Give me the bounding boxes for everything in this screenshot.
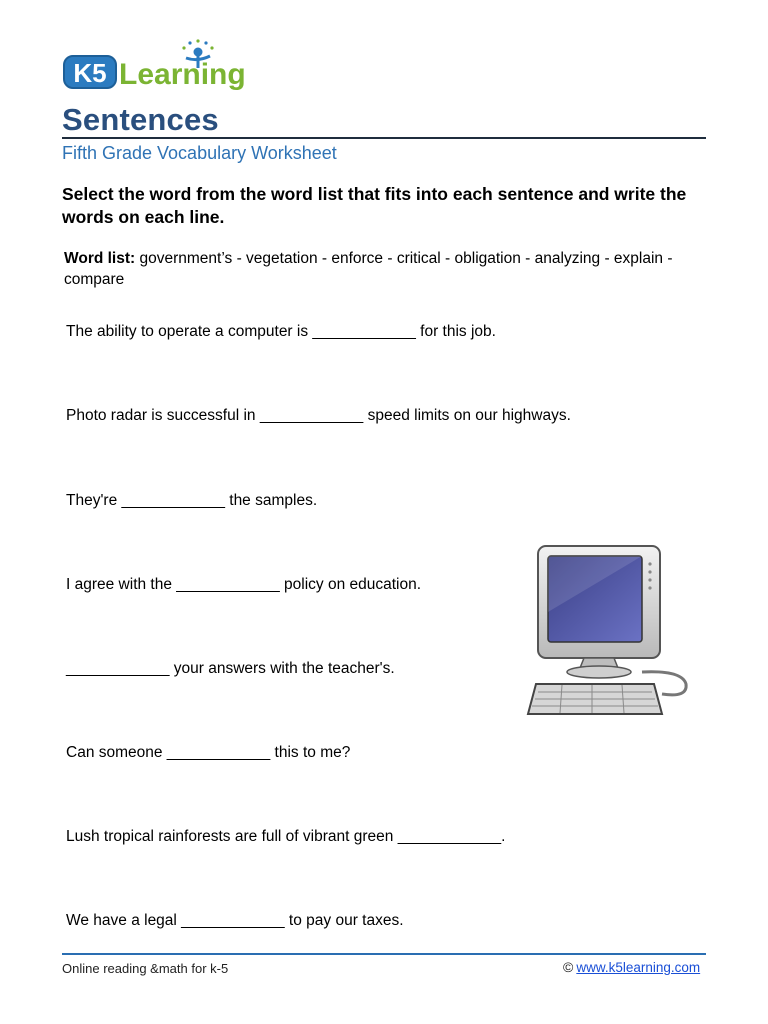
- instructions: Select the word from the word list that fits into each sentence and write the words on each line.: [62, 184, 687, 227]
- sentence-5: ____________ your answers with the teacher's.: [66, 660, 395, 677]
- computer-illustration: [522, 542, 694, 722]
- sentence-3: They're ____________ the samples.: [66, 492, 318, 509]
- footer-divider: [62, 953, 706, 955]
- logo-badge-text: K5: [73, 58, 107, 88]
- title-divider: [62, 137, 706, 139]
- computer-icon: [522, 542, 694, 722]
- page-subtitle: Fifth Grade Vocabulary Worksheet: [62, 143, 337, 163]
- footer-tagline: Online reading &math for k-5: [62, 961, 229, 976]
- page-title: Sentences: [62, 102, 219, 137]
- sentence-1: The ability to operate a computer is ____________ for this job.: [66, 323, 496, 340]
- k5-logo-graphic: [62, 38, 252, 94]
- sentence-7: Lush tropical rainforests are full of vibrant green ____________.: [66, 828, 506, 845]
- word-list-words: government’s - vegetation - enforce - critical - obligation - analyzing - explain - compare: [64, 250, 673, 288]
- logo-word-text: Learning: [119, 58, 246, 91]
- word-list-label: Word list:: [64, 250, 136, 267]
- copyright-icon: ©: [563, 959, 574, 975]
- sentence-2: Photo radar is successful in ____________ speed limits on our highways.: [66, 407, 571, 424]
- sentence-6: Can someone ____________ this to me?: [66, 744, 351, 761]
- word-list: [64, 248, 704, 290]
- sentence-4: I agree with the ____________ policy on education.: [66, 576, 422, 593]
- footer-link-group: [563, 959, 700, 975]
- k5-learning-logo: [62, 38, 252, 94]
- sentence-8: We have a legal ____________ to pay our taxes.: [66, 912, 404, 929]
- website-link[interactable]: www.k5learning.com: [576, 960, 701, 975]
